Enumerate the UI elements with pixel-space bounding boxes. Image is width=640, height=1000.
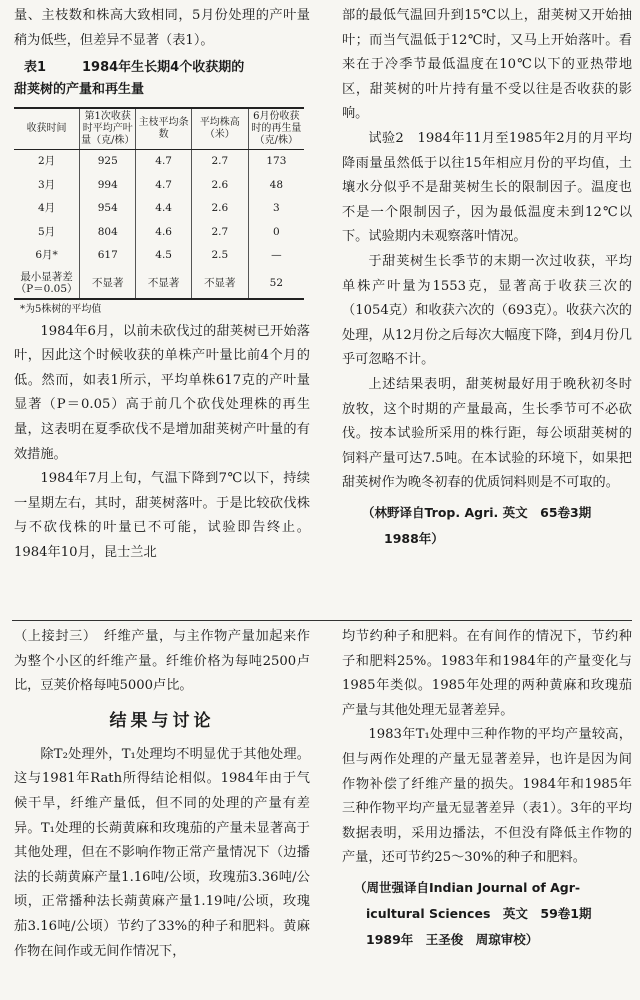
- table-row: [14, 197, 304, 221]
- table-title-line1: 1984年生长期4个收获期的: [82, 60, 245, 76]
- table-cell: —: [248, 244, 304, 268]
- table-cell: 2.6: [191, 174, 248, 198]
- header-cell: 第1次收获时平均产叶量（克/株）: [80, 108, 136, 150]
- yield-table: [14, 107, 304, 300]
- paragraph: 于甜荚树生长季节的末期一次过收获，平均单株产叶量为1553克，显著高于收获三次的（1054克）和收获六次的（693克）。收获六次的处理，从12月份之后每次大幅度下降，到4月份几乎可忽略不计。: [342, 253, 632, 368]
- table-cell: 4.7: [136, 174, 192, 198]
- table-1: [14, 57, 310, 320]
- table-cell: 4月: [37, 202, 56, 215]
- table-cell: 3: [248, 197, 304, 221]
- reference-line: icultural Sciences 英文 59卷1期: [366, 905, 592, 921]
- table-row: [14, 150, 304, 174]
- header-cell: 平均株高（米）: [191, 108, 248, 150]
- table-title-line2: 甜荚树的产量和再生量: [14, 82, 145, 98]
- table-header-row: [14, 108, 304, 150]
- paragraph: 1983年T₁处理中三种作物的平均产量较高，但与两作处理的产量无显著差异，也许是因为间作物补偿了纤维产量的损失。1984年和1985年三种作物平均产量无显著差异（表1）。3年的平均数据表明，采用边播法，不但没有降低主作物的产量，还可节约25～30%的种子和肥料。: [342, 727, 632, 866]
- table-cell: 2月: [37, 155, 56, 168]
- source-reference: [342, 875, 632, 953]
- table-row: [14, 174, 304, 198]
- source-reference: [342, 500, 632, 552]
- table-caption: [14, 57, 310, 79]
- reference-line: 1989年 王圣俊 周琼审校）: [366, 931, 539, 947]
- right-column-bottom: [342, 625, 632, 953]
- table-cell: 4.6: [136, 221, 192, 245]
- table-cell: 最小显著差（P＝0.05）: [14, 268, 80, 299]
- reference-line: 1988年）: [384, 530, 444, 546]
- table-cell: 0: [248, 221, 304, 245]
- table-row: [14, 244, 304, 268]
- table-cell: 994: [80, 174, 136, 198]
- paragraph: 除T₂处理外，T₁处理均不明显优于其他处理。这与1981年Rath所得结论相似。1984年由于气候干旱，纤维产量低，但不同的处理的产量有差异。T₁处理的长蒴黄麻和玫瑰茄的产量未显著高于其他处理，但在不影响作物正常产量情况下（边播法的长蒴黄麻产量1.16吨/公顷，玫瑰茄3.36吨/公顷，正常播种法长蒴黄麻产量1.19吨/公顷，玫瑰茄3.16吨/公顷）节约了33%的种子和肥料。黄麻作物在间作或无间作情况下，: [14, 746, 310, 959]
- left-column-bottom: [14, 625, 310, 964]
- paragraph: 上述结果表明，甜荚树最好用于晚秋初冬时放牧，这个时期的产量最高，生长季节可不必砍伐。按本试验所采用的株行距，每公顷甜荚树的饲料产量可达7.5吨。在本试验的环境下，如果把甜荚树作为晚冬初春的优质饲料则是不可取的。: [342, 376, 632, 491]
- table-cell: 4.5: [136, 244, 192, 268]
- section-title: 结果与讨论: [109, 710, 215, 731]
- table-footnote: *为5株树的平均值: [20, 303, 102, 315]
- header-cell: 主枝平均条数: [136, 108, 192, 150]
- paragraph: 1984年7月上旬，气温下降到7℃以下，持续一星期左右，其时，甜荚树落叶。于是比较砍伐株与不砍伐株的叶量已不可能，试验即告终止。1984年10月，昆士兰北: [14, 471, 310, 561]
- reference-line: （林野译自Trop. Agri. 英文 65卷3期: [362, 504, 592, 520]
- table-cell: 2.5: [191, 244, 248, 268]
- table-cell: 不显著: [80, 268, 136, 299]
- table-cell: 804: [80, 221, 136, 245]
- table-cell: 173: [248, 150, 304, 174]
- header-cell: 收获时间: [14, 108, 80, 150]
- table-cell: 不显著: [136, 268, 192, 299]
- table-cell: 48: [248, 174, 304, 198]
- table-cell: 5月: [37, 225, 56, 238]
- table-cell: 不显著: [191, 268, 248, 299]
- table-cell: 3月: [37, 178, 56, 191]
- section-divider: [12, 620, 632, 621]
- right-column-top: [342, 4, 632, 552]
- table-cell: 6月*: [35, 249, 58, 262]
- header-cell: 6月份收获时的再生量（克/株）: [248, 108, 304, 150]
- table-cell: 4.4: [136, 197, 192, 221]
- table-cell: 52: [248, 268, 304, 299]
- table-label: 表1: [24, 60, 47, 76]
- paragraph: （上接封三） 纤维产量，与主作物产量加起来作为整个小区的纤维产量。纤维价格为每吨2500卢比，豆荚价格每吨5000卢比。: [14, 629, 310, 694]
- paragraph: 量、主枝数和株高大致相同，5月份处理的产叶量稍为低些，但差异不显著（表1）。: [14, 8, 310, 48]
- table-cell: 4.7: [136, 150, 192, 174]
- table-cell: 2.7: [191, 150, 248, 174]
- table-cell: 617: [80, 244, 136, 268]
- reference-line: （周世强译自Indian Journal of Agr-: [354, 879, 581, 895]
- table-row: [14, 221, 304, 245]
- table-row-lsd: [14, 268, 304, 299]
- table-cell: 954: [80, 197, 136, 221]
- left-column-top: [14, 4, 310, 566]
- paragraph: 1984年6月，以前未砍伐过的甜荚树已开始落叶，因此这个时候收获的单株产叶量比前4个月的低。然而，如表1所示，平均单株617克的产叶量显著（P＝0.05）高于前几个砍伐处理株的再生量，这表明在夏季砍伐不是增加甜荚树产叶量的有效措施。: [14, 323, 310, 462]
- table-cell: 2.6: [191, 197, 248, 221]
- table-cell: 2.7: [191, 221, 248, 245]
- paragraph: 试验2 1984年11月至1985年2月的月平均降雨量虽然低于以往15年相应月份的平均值，土壤水分似乎不是甜荚树生长的限制因子。温度也不是一个限制因子，因为最低温度未到12℃以下。试验期内未观察落叶情况。: [342, 130, 632, 245]
- table-cell: 925: [80, 150, 136, 174]
- paragraph: 部的最低气温回升到15℃以上，甜荚树又开始抽叶；而当气温低于12℃时，又马上开始落叶。看来在于冷季节最低温度在10℃以下的亚热带地区，甜荚树的叶片持有量不受以往是否收获的影响。: [342, 8, 632, 122]
- paragraph: 均节约种子和肥料。在有间作的情况下，节约种子和肥料25%。1983年和1984年的产量变化与1985年类似。1985年处理的两种黄麻和玫瑰茄产量与其他处理无显著差异。: [342, 629, 632, 718]
